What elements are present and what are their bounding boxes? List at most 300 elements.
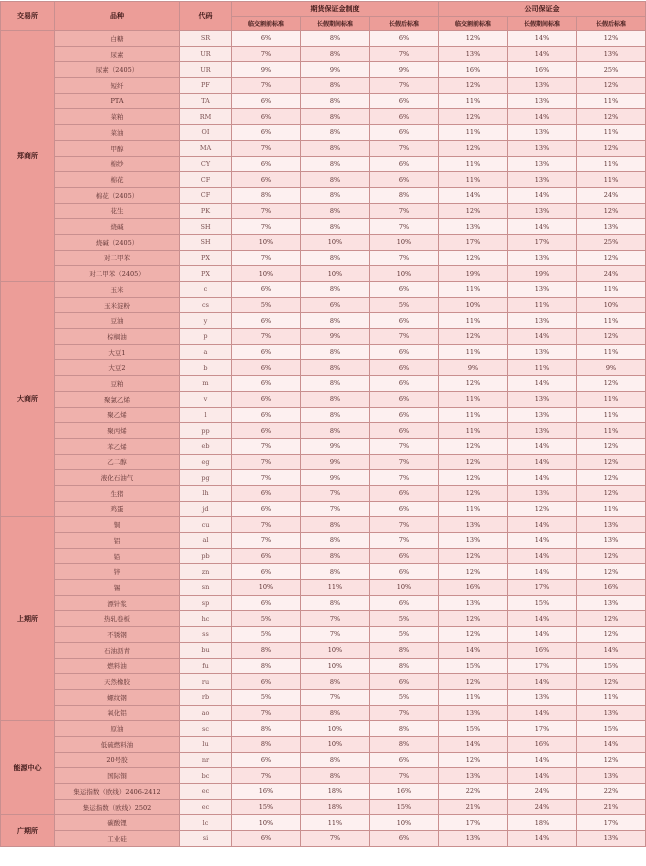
margin-value-cell: 24% xyxy=(577,266,646,282)
table-row xyxy=(1,784,646,800)
margin-value-cell: 7% xyxy=(370,78,439,94)
margin-value-cell: 7% xyxy=(301,689,370,705)
code-cell: hc xyxy=(180,611,232,627)
margin-value-cell: 7% xyxy=(232,768,301,784)
subheader: 长假后标准 xyxy=(370,17,439,31)
margin-value-cell: 6% xyxy=(232,31,301,47)
variety-cell: 短纤 xyxy=(55,78,180,94)
margin-value-cell: 6% xyxy=(370,595,439,611)
variety-cell: 聚乙烯 xyxy=(55,407,180,423)
code-cell: eb xyxy=(180,438,232,454)
variety-cell: 铅 xyxy=(55,548,180,564)
margin-value-cell: 5% xyxy=(370,611,439,627)
exchange-cell: 广期所 xyxy=(1,815,55,846)
variety-cell: 尿素（2405） xyxy=(55,62,180,78)
code-cell: cu xyxy=(180,517,232,533)
margin-value-cell: 8% xyxy=(301,250,370,266)
margin-value-cell: 10% xyxy=(301,642,370,658)
margin-value-cell: 6% xyxy=(232,313,301,329)
table-row xyxy=(1,627,646,643)
margin-value-cell: 16% xyxy=(508,62,577,78)
variety-cell: 棉花 xyxy=(55,172,180,188)
margin-value-cell: 13% xyxy=(508,250,577,266)
variety-cell: 尿素 xyxy=(55,46,180,62)
margin-value-cell: 6% xyxy=(232,376,301,392)
margin-value-cell: 6% xyxy=(232,156,301,172)
margin-value-cell: 6% xyxy=(232,407,301,423)
margin-value-cell: 6% xyxy=(232,93,301,109)
variety-cell: 漂针浆 xyxy=(55,595,180,611)
table-row xyxy=(1,203,646,219)
margin-value-cell: 12% xyxy=(577,674,646,690)
margin-value-cell: 7% xyxy=(232,219,301,235)
code-cell: PF xyxy=(180,78,232,94)
code-cell: bc xyxy=(180,768,232,784)
margin-value-cell: 11% xyxy=(439,391,508,407)
margin-value-cell: 8% xyxy=(370,642,439,658)
variety-cell: 白糖 xyxy=(55,31,180,47)
margin-value-cell: 7% xyxy=(370,203,439,219)
margin-value-cell: 8% xyxy=(301,125,370,141)
margin-value-cell: 8% xyxy=(301,46,370,62)
margin-value-cell: 12% xyxy=(577,752,646,768)
code-cell: pg xyxy=(180,470,232,486)
margin-value-cell: 17% xyxy=(577,815,646,831)
margin-value-cell: 25% xyxy=(577,62,646,78)
margin-value-cell: 6% xyxy=(232,344,301,360)
margin-value-cell: 13% xyxy=(508,391,577,407)
margin-value-cell: 7% xyxy=(232,46,301,62)
margin-value-cell: 12% xyxy=(508,501,577,517)
margin-value-cell: 8% xyxy=(301,140,370,156)
margin-value-cell: 16% xyxy=(232,784,301,800)
margin-value-cell: 5% xyxy=(232,689,301,705)
table-row xyxy=(1,360,646,376)
margin-value-cell: 10% xyxy=(301,721,370,737)
table-row xyxy=(1,454,646,470)
variety-cell: 锡 xyxy=(55,580,180,596)
margin-value-cell: 8% xyxy=(301,156,370,172)
code-cell: SH xyxy=(180,234,232,250)
margin-value-cell: 13% xyxy=(508,125,577,141)
margin-value-cell: 16% xyxy=(508,642,577,658)
margin-value-cell: 6% xyxy=(370,407,439,423)
margin-value-cell: 12% xyxy=(577,203,646,219)
code-cell: si xyxy=(180,831,232,847)
margin-value-cell: 14% xyxy=(439,736,508,752)
margin-value-cell: 7% xyxy=(370,768,439,784)
table-row xyxy=(1,125,646,141)
margin-value-cell: 15% xyxy=(232,799,301,815)
margin-value-cell: 8% xyxy=(301,282,370,298)
margin-value-cell: 16% xyxy=(508,736,577,752)
margin-value-cell: 11% xyxy=(439,172,508,188)
code-cell: UR xyxy=(180,46,232,62)
table-row xyxy=(1,642,646,658)
margin-value-cell: 8% xyxy=(232,658,301,674)
table-row xyxy=(1,611,646,627)
margin-value-cell: 8% xyxy=(232,721,301,737)
margin-value-cell: 8% xyxy=(301,31,370,47)
margin-value-cell: 8% xyxy=(301,109,370,125)
margin-value-cell: 6% xyxy=(370,360,439,376)
margin-value-cell: 9% xyxy=(301,454,370,470)
margin-value-cell: 13% xyxy=(439,219,508,235)
table-row xyxy=(1,689,646,705)
margin-value-cell: 14% xyxy=(508,329,577,345)
table-row xyxy=(1,329,646,345)
margin-value-cell: 6% xyxy=(232,360,301,376)
margin-value-cell: 8% xyxy=(301,78,370,94)
variety-cell: 甲醇 xyxy=(55,140,180,156)
margin-value-cell: 14% xyxy=(439,187,508,203)
margin-value-cell: 8% xyxy=(301,548,370,564)
margin-value-cell: 8% xyxy=(232,187,301,203)
margin-value-cell: 19% xyxy=(439,266,508,282)
margin-value-cell: 8% xyxy=(301,376,370,392)
code-cell: sp xyxy=(180,595,232,611)
table-row xyxy=(1,831,646,847)
code-cell: TA xyxy=(180,93,232,109)
table-row xyxy=(1,721,646,737)
margin-value-cell: 7% xyxy=(232,140,301,156)
margin-value-cell: 12% xyxy=(439,564,508,580)
margin-value-cell: 11% xyxy=(439,282,508,298)
margin-value-cell: 16% xyxy=(439,580,508,596)
variety-cell: 不锈钢 xyxy=(55,627,180,643)
margin-value-cell: 13% xyxy=(508,203,577,219)
code-cell: c xyxy=(180,282,232,298)
margin-value-cell: 10% xyxy=(301,234,370,250)
code-cell: rb xyxy=(180,689,232,705)
margin-value-cell: 18% xyxy=(301,784,370,800)
table-row xyxy=(1,674,646,690)
margin-value-cell: 8% xyxy=(301,344,370,360)
table-row xyxy=(1,62,646,78)
margin-value-cell: 14% xyxy=(508,187,577,203)
code-cell: lc xyxy=(180,815,232,831)
code-cell: zn xyxy=(180,564,232,580)
margin-value-cell: 11% xyxy=(577,501,646,517)
margin-value-cell: 6% xyxy=(232,282,301,298)
margin-value-cell: 16% xyxy=(370,784,439,800)
margin-value-cell: 8% xyxy=(301,705,370,721)
exchange-cell: 能源中心 xyxy=(1,721,55,815)
margin-value-cell: 9% xyxy=(301,329,370,345)
code-cell: b xyxy=(180,360,232,376)
margin-value-cell: 13% xyxy=(577,705,646,721)
margin-value-cell: 7% xyxy=(370,219,439,235)
margin-value-cell: 24% xyxy=(577,187,646,203)
margin-value-cell: 8% xyxy=(301,187,370,203)
margin-value-cell: 13% xyxy=(508,485,577,501)
margin-value-cell: 12% xyxy=(439,674,508,690)
margin-value-cell: 11% xyxy=(577,391,646,407)
margin-value-cell: 22% xyxy=(577,784,646,800)
margin-value-cell: 13% xyxy=(508,407,577,423)
margin-value-cell: 7% xyxy=(232,533,301,549)
variety-cell: 锌 xyxy=(55,564,180,580)
margin-value-cell: 14% xyxy=(577,642,646,658)
margin-value-cell: 13% xyxy=(577,768,646,784)
margin-value-cell: 9% xyxy=(301,62,370,78)
table-row xyxy=(1,297,646,313)
table-row xyxy=(1,313,646,329)
margin-value-cell: 7% xyxy=(232,454,301,470)
variety-cell: 低硫燃料油 xyxy=(55,736,180,752)
margin-value-cell: 6% xyxy=(370,109,439,125)
header-code: 代码 xyxy=(180,2,232,31)
margin-value-cell: 7% xyxy=(301,501,370,517)
subheader: 长假期间标准 xyxy=(508,17,577,31)
margin-value-cell: 13% xyxy=(508,140,577,156)
margin-value-cell: 14% xyxy=(508,376,577,392)
margin-value-cell: 11% xyxy=(508,360,577,376)
margin-value-cell: 8% xyxy=(301,533,370,549)
table-row xyxy=(1,344,646,360)
margin-value-cell: 11% xyxy=(439,344,508,360)
table-row xyxy=(1,250,646,266)
variety-cell: 烧碱 xyxy=(55,219,180,235)
margin-value-cell: 8% xyxy=(370,736,439,752)
margin-value-cell: 6% xyxy=(232,674,301,690)
margin-value-cell: 7% xyxy=(232,78,301,94)
margin-value-cell: 8% xyxy=(301,595,370,611)
code-cell: CF xyxy=(180,187,232,203)
variety-cell: 国际铜 xyxy=(55,768,180,784)
code-cell: ss xyxy=(180,627,232,643)
code-cell: eg xyxy=(180,454,232,470)
margin-value-cell: 13% xyxy=(439,517,508,533)
variety-cell: 天然橡胶 xyxy=(55,674,180,690)
margin-value-cell: 11% xyxy=(577,344,646,360)
margin-value-cell: 12% xyxy=(577,564,646,580)
margin-value-cell: 7% xyxy=(301,831,370,847)
margin-value-cell: 7% xyxy=(370,140,439,156)
margin-value-cell: 8% xyxy=(301,360,370,376)
code-cell: sc xyxy=(180,721,232,737)
margin-value-cell: 16% xyxy=(577,580,646,596)
margin-value-cell: 13% xyxy=(439,705,508,721)
margin-value-cell: 11% xyxy=(439,407,508,423)
margin-value-cell: 13% xyxy=(577,533,646,549)
margin-value-cell: 8% xyxy=(301,391,370,407)
margin-value-cell: 8% xyxy=(301,93,370,109)
margin-value-cell: 14% xyxy=(508,109,577,125)
margin-value-cell: 13% xyxy=(439,46,508,62)
margin-value-cell: 9% xyxy=(301,438,370,454)
variety-cell: PTA xyxy=(55,93,180,109)
margin-value-cell: 17% xyxy=(508,580,577,596)
margin-value-cell: 12% xyxy=(439,752,508,768)
margin-value-cell: 10% xyxy=(232,234,301,250)
margin-value-cell: 10% xyxy=(370,234,439,250)
margin-value-cell: 5% xyxy=(370,689,439,705)
margin-value-cell: 8% xyxy=(370,658,439,674)
margin-value-cell: 6% xyxy=(370,548,439,564)
table-row xyxy=(1,78,646,94)
margin-value-cell: 12% xyxy=(439,470,508,486)
code-cell: UR xyxy=(180,62,232,78)
exchange-cell: 大商所 xyxy=(1,282,55,517)
variety-cell: 豆油 xyxy=(55,313,180,329)
variety-cell: 工业硅 xyxy=(55,831,180,847)
code-cell: v xyxy=(180,391,232,407)
margin-value-cell: 10% xyxy=(232,815,301,831)
margin-value-cell: 16% xyxy=(439,62,508,78)
margin-value-cell: 10% xyxy=(439,297,508,313)
margin-value-cell: 10% xyxy=(301,736,370,752)
margin-value-cell: 12% xyxy=(577,611,646,627)
variety-cell: 苯乙烯 xyxy=(55,438,180,454)
margin-value-cell: 12% xyxy=(439,438,508,454)
margin-value-cell: 15% xyxy=(439,658,508,674)
margin-value-cell: 14% xyxy=(508,752,577,768)
margin-value-cell: 14% xyxy=(508,46,577,62)
margin-value-cell: 14% xyxy=(508,454,577,470)
margin-value-cell: 7% xyxy=(370,329,439,345)
margin-value-cell: 13% xyxy=(508,282,577,298)
margin-value-cell: 14% xyxy=(508,533,577,549)
margin-value-cell: 12% xyxy=(577,627,646,643)
margin-value-cell: 6% xyxy=(232,501,301,517)
margin-value-cell: 14% xyxy=(508,768,577,784)
margin-value-cell: 8% xyxy=(370,721,439,737)
margin-value-cell: 13% xyxy=(508,156,577,172)
margin-value-cell: 7% xyxy=(232,705,301,721)
margin-value-cell: 13% xyxy=(439,595,508,611)
table-row xyxy=(1,658,646,674)
table-row xyxy=(1,595,646,611)
margin-value-cell: 12% xyxy=(439,31,508,47)
margin-value-cell: 6% xyxy=(370,31,439,47)
margin-value-cell: 8% xyxy=(301,172,370,188)
margin-value-cell: 6% xyxy=(232,564,301,580)
margin-value-cell: 13% xyxy=(508,313,577,329)
margin-value-cell: 13% xyxy=(508,78,577,94)
margin-value-cell: 10% xyxy=(370,580,439,596)
margin-value-cell: 12% xyxy=(577,485,646,501)
code-cell: pb xyxy=(180,548,232,564)
code-cell: SR xyxy=(180,31,232,47)
table-row xyxy=(1,187,646,203)
code-cell: nr xyxy=(180,752,232,768)
margin-value-cell: 6% xyxy=(301,297,370,313)
variety-cell: 花生 xyxy=(55,203,180,219)
margin-value-cell: 6% xyxy=(232,548,301,564)
table-row xyxy=(1,580,646,596)
table-row xyxy=(1,548,646,564)
margin-value-cell: 12% xyxy=(577,470,646,486)
variety-cell: 燃料油 xyxy=(55,658,180,674)
margin-value-cell: 6% xyxy=(232,595,301,611)
margin-value-cell: 6% xyxy=(232,831,301,847)
margin-value-cell: 8% xyxy=(301,313,370,329)
margin-value-cell: 8% xyxy=(301,423,370,439)
header-variety: 品种 xyxy=(55,2,180,31)
margin-value-cell: 10% xyxy=(232,580,301,596)
table-row xyxy=(1,234,646,250)
margin-value-cell: 10% xyxy=(232,266,301,282)
table-row xyxy=(1,376,646,392)
variety-cell: 豆粕 xyxy=(55,376,180,392)
margin-value-cell: 6% xyxy=(370,344,439,360)
code-cell: ru xyxy=(180,674,232,690)
margin-value-cell: 8% xyxy=(301,564,370,580)
margin-value-cell: 6% xyxy=(370,156,439,172)
margin-value-cell: 11% xyxy=(577,313,646,329)
margin-value-cell: 13% xyxy=(577,831,646,847)
variety-cell: 棕榈油 xyxy=(55,329,180,345)
margin-value-cell: 19% xyxy=(508,266,577,282)
margin-value-cell: 6% xyxy=(370,485,439,501)
variety-cell: 菜粕 xyxy=(55,109,180,125)
margin-value-cell: 13% xyxy=(577,517,646,533)
variety-cell: 铝 xyxy=(55,533,180,549)
margin-value-cell: 7% xyxy=(232,329,301,345)
variety-cell: 液化石油气 xyxy=(55,470,180,486)
margin-value-cell: 17% xyxy=(508,234,577,250)
margin-value-cell: 13% xyxy=(577,46,646,62)
code-cell: CY xyxy=(180,156,232,172)
margin-value-cell: 13% xyxy=(508,344,577,360)
margin-value-cell: 7% xyxy=(370,517,439,533)
margin-value-cell: 12% xyxy=(439,548,508,564)
code-cell: m xyxy=(180,376,232,392)
code-cell: ao xyxy=(180,705,232,721)
margin-value-cell: 9% xyxy=(301,470,370,486)
subheader: 长假期间标准 xyxy=(301,17,370,31)
code-cell: jd xyxy=(180,501,232,517)
margin-value-cell: 18% xyxy=(301,799,370,815)
margin-value-cell: 14% xyxy=(508,674,577,690)
margin-value-cell: 5% xyxy=(232,611,301,627)
table-row xyxy=(1,470,646,486)
table-row xyxy=(1,517,646,533)
margin-value-cell: 13% xyxy=(508,689,577,705)
margin-value-cell: 15% xyxy=(370,799,439,815)
exchange-cell: 上期所 xyxy=(1,517,55,721)
margin-value-cell: 12% xyxy=(577,250,646,266)
code-cell: PK xyxy=(180,203,232,219)
margin-value-cell: 6% xyxy=(370,93,439,109)
variety-cell: 玉米淀粉 xyxy=(55,297,180,313)
margin-value-cell: 10% xyxy=(577,297,646,313)
margin-value-cell: 8% xyxy=(301,219,370,235)
margin-value-cell: 13% xyxy=(439,768,508,784)
code-cell: fu xyxy=(180,658,232,674)
header-exchange: 交易所 xyxy=(1,2,55,31)
margin-value-cell: 8% xyxy=(301,203,370,219)
variety-cell: 热轧卷板 xyxy=(55,611,180,627)
variety-cell: 生猪 xyxy=(55,485,180,501)
margin-value-cell: 15% xyxy=(577,658,646,674)
margin-value-cell: 14% xyxy=(508,31,577,47)
margin-value-cell: 7% xyxy=(232,438,301,454)
variety-cell: 聚氯乙烯 xyxy=(55,391,180,407)
margin-value-cell: 11% xyxy=(439,501,508,517)
margin-value-cell: 22% xyxy=(439,784,508,800)
margin-value-cell: 14% xyxy=(508,470,577,486)
margin-value-cell: 5% xyxy=(232,297,301,313)
margin-value-cell: 7% xyxy=(301,611,370,627)
margin-value-cell: 12% xyxy=(439,109,508,125)
table-row xyxy=(1,391,646,407)
margin-value-cell: 9% xyxy=(577,360,646,376)
margin-value-cell: 9% xyxy=(370,62,439,78)
code-cell: MA xyxy=(180,140,232,156)
margin-value-cell: 12% xyxy=(577,109,646,125)
